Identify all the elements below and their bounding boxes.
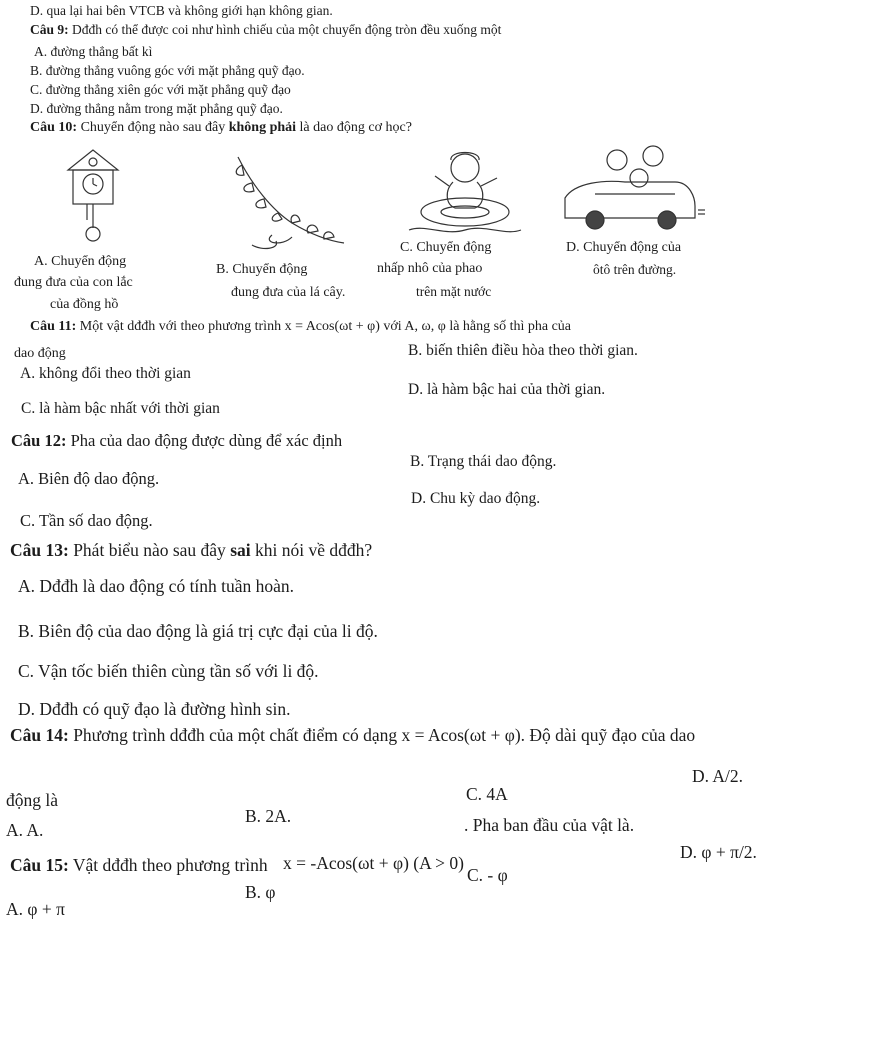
leaf-branch-image: [232, 155, 347, 255]
q14-question: [10, 725, 695, 745]
pendulum-clock-image: [58, 148, 128, 248]
q10-caption-b-line1: B. Chuyển động: [216, 262, 308, 277]
q10-caption-c-line2: nhấp nhô của phao: [377, 261, 483, 276]
q12-question: [11, 432, 342, 451]
q10-label: Câu 10:: [30, 120, 78, 135]
q11-equation: x = Acos(ωt + φ): [284, 319, 380, 334]
q10-caption-a-line2: đung đưa của con lắc: [14, 275, 133, 290]
q15-text-post: . Pha ban đầu của vật là.: [464, 815, 635, 835]
q12-option-b: B. Trạng thái dao động.: [410, 453, 557, 470]
q11-question: [30, 319, 571, 335]
q12-option-d: D. Chu kỳ dao động.: [411, 490, 541, 507]
q12-text: Pha của dao động được dùng để xác định: [70, 431, 343, 450]
q12-option-a: A. Biên độ dao động.: [18, 469, 160, 488]
q9-option-d: D. đường thẳng nằm trong mặt phẳng quỹ đạo.: [30, 101, 283, 116]
q10-text-bold: không phải: [228, 120, 297, 135]
q13-option-c: C. Vận tốc biến thiên cùng tần số với li độ.: [18, 661, 319, 681]
q11-option-a: A. không đổi theo thời gian: [20, 365, 191, 382]
q10-caption-a-line1: A. Chuyển động: [34, 254, 127, 269]
q13-option-a: A. Dđđh là dao động có tính tuần hoàn.: [18, 576, 295, 596]
q14-option-a: A. A.: [6, 820, 44, 840]
q10-text-pre: Chuyển động nào sau đây: [80, 120, 226, 135]
car-with-people-image: [555, 142, 705, 237]
q15-option-c: C. - φ: [467, 865, 508, 885]
q14-option-d: D. A/2.: [692, 766, 744, 786]
q11-text-pre: Một vật dđđh với theo phương trình: [79, 319, 282, 334]
q10-caption-b-line2: đung đưa của lá cây.: [231, 285, 346, 300]
q11-option-d: D. là hàm bậc hai của thời gian.: [408, 381, 606, 398]
q9-option-a: A. đường thẳng bất kì: [34, 44, 153, 59]
q15-option-d: D. φ + π/2.: [680, 842, 757, 862]
q14-equation: x = Acos(ωt + φ): [401, 725, 521, 745]
q9-question: [30, 22, 501, 38]
q12-label: Câu 12:: [11, 431, 67, 450]
q13-question: [10, 540, 372, 560]
q15-option-b: B. φ: [245, 882, 276, 902]
q15-option-a: A. φ + π: [6, 899, 65, 919]
q9-option-b: B. đường thẳng vuông góc với mặt phẳng quỹ đạo.: [30, 63, 305, 78]
girl-on-float-image: [405, 146, 525, 238]
q15-label: Câu 15:: [10, 855, 69, 875]
q14-label: Câu 14:: [10, 725, 69, 745]
q10-caption-c-line1: C. Chuyển động: [400, 240, 492, 255]
q11-text-cont: dao động: [14, 346, 66, 361]
q13-text-pre: Phát biểu nào sau đây: [73, 540, 226, 560]
q8-option-d: D. qua lại hai bên VTCB và không giới hạn không gian.: [30, 3, 333, 18]
q13-text-bold: sai: [230, 540, 251, 560]
q14-text-post: . Độ dài quỹ đạo của dao: [520, 725, 696, 745]
q15-text-pre: Vật dđđh theo phương trình: [72, 855, 268, 875]
q11-text-post: với A, ω, φ là hằng số thì pha của: [383, 319, 572, 334]
q13-option-b: B. Biên độ của dao động là giá trị cực đại của li độ.: [18, 621, 378, 641]
q14-option-c: C. 4A: [466, 784, 508, 804]
q9-option-c: C. đường thẳng xiên góc với mặt phẳng quỹ đạo: [30, 82, 291, 97]
q12-option-c: C. Tần số dao động.: [20, 511, 153, 530]
q11-option-b: B. biến thiên điều hòa theo thời gian.: [408, 342, 638, 359]
q15-equation-line: [283, 815, 635, 873]
q9-text: Dđđh có thể được coi như hình chiếu của một chuyển động tròn đều xuống một: [72, 22, 502, 37]
q15-question: [10, 855, 268, 875]
q13-text-post: khi nói về dđđh?: [255, 540, 373, 560]
q13-option-d: D. Dđđh có quỹ đạo là đường hình sin.: [18, 699, 291, 719]
q14-text-cont: động là: [6, 790, 59, 810]
q10-caption-d-line1: D. Chuyển động của: [566, 240, 682, 255]
q11-option-c: C. là hàm bậc nhất với thời gian: [21, 400, 220, 417]
q9-label: Câu 9:: [30, 22, 69, 37]
q10-caption-d-line2: ôtô trên đường.: [593, 262, 677, 277]
q10-caption-c-line3: trên mặt nước: [416, 284, 492, 299]
q10-caption-a-line3: của đồng hồ: [50, 297, 119, 312]
q10-text-post: là dao động cơ học?: [299, 120, 412, 135]
q15-equation: x = -Acos(ωt + φ) (A > 0): [283, 853, 464, 873]
q14-option-b: B. 2A.: [245, 806, 292, 826]
q10-question: [30, 120, 412, 136]
q13-label: Câu 13:: [10, 540, 69, 560]
q11-label: Câu 11:: [30, 319, 77, 334]
q14-text-pre: Phương trình dđđh của một chất điểm có dạng: [73, 725, 398, 745]
